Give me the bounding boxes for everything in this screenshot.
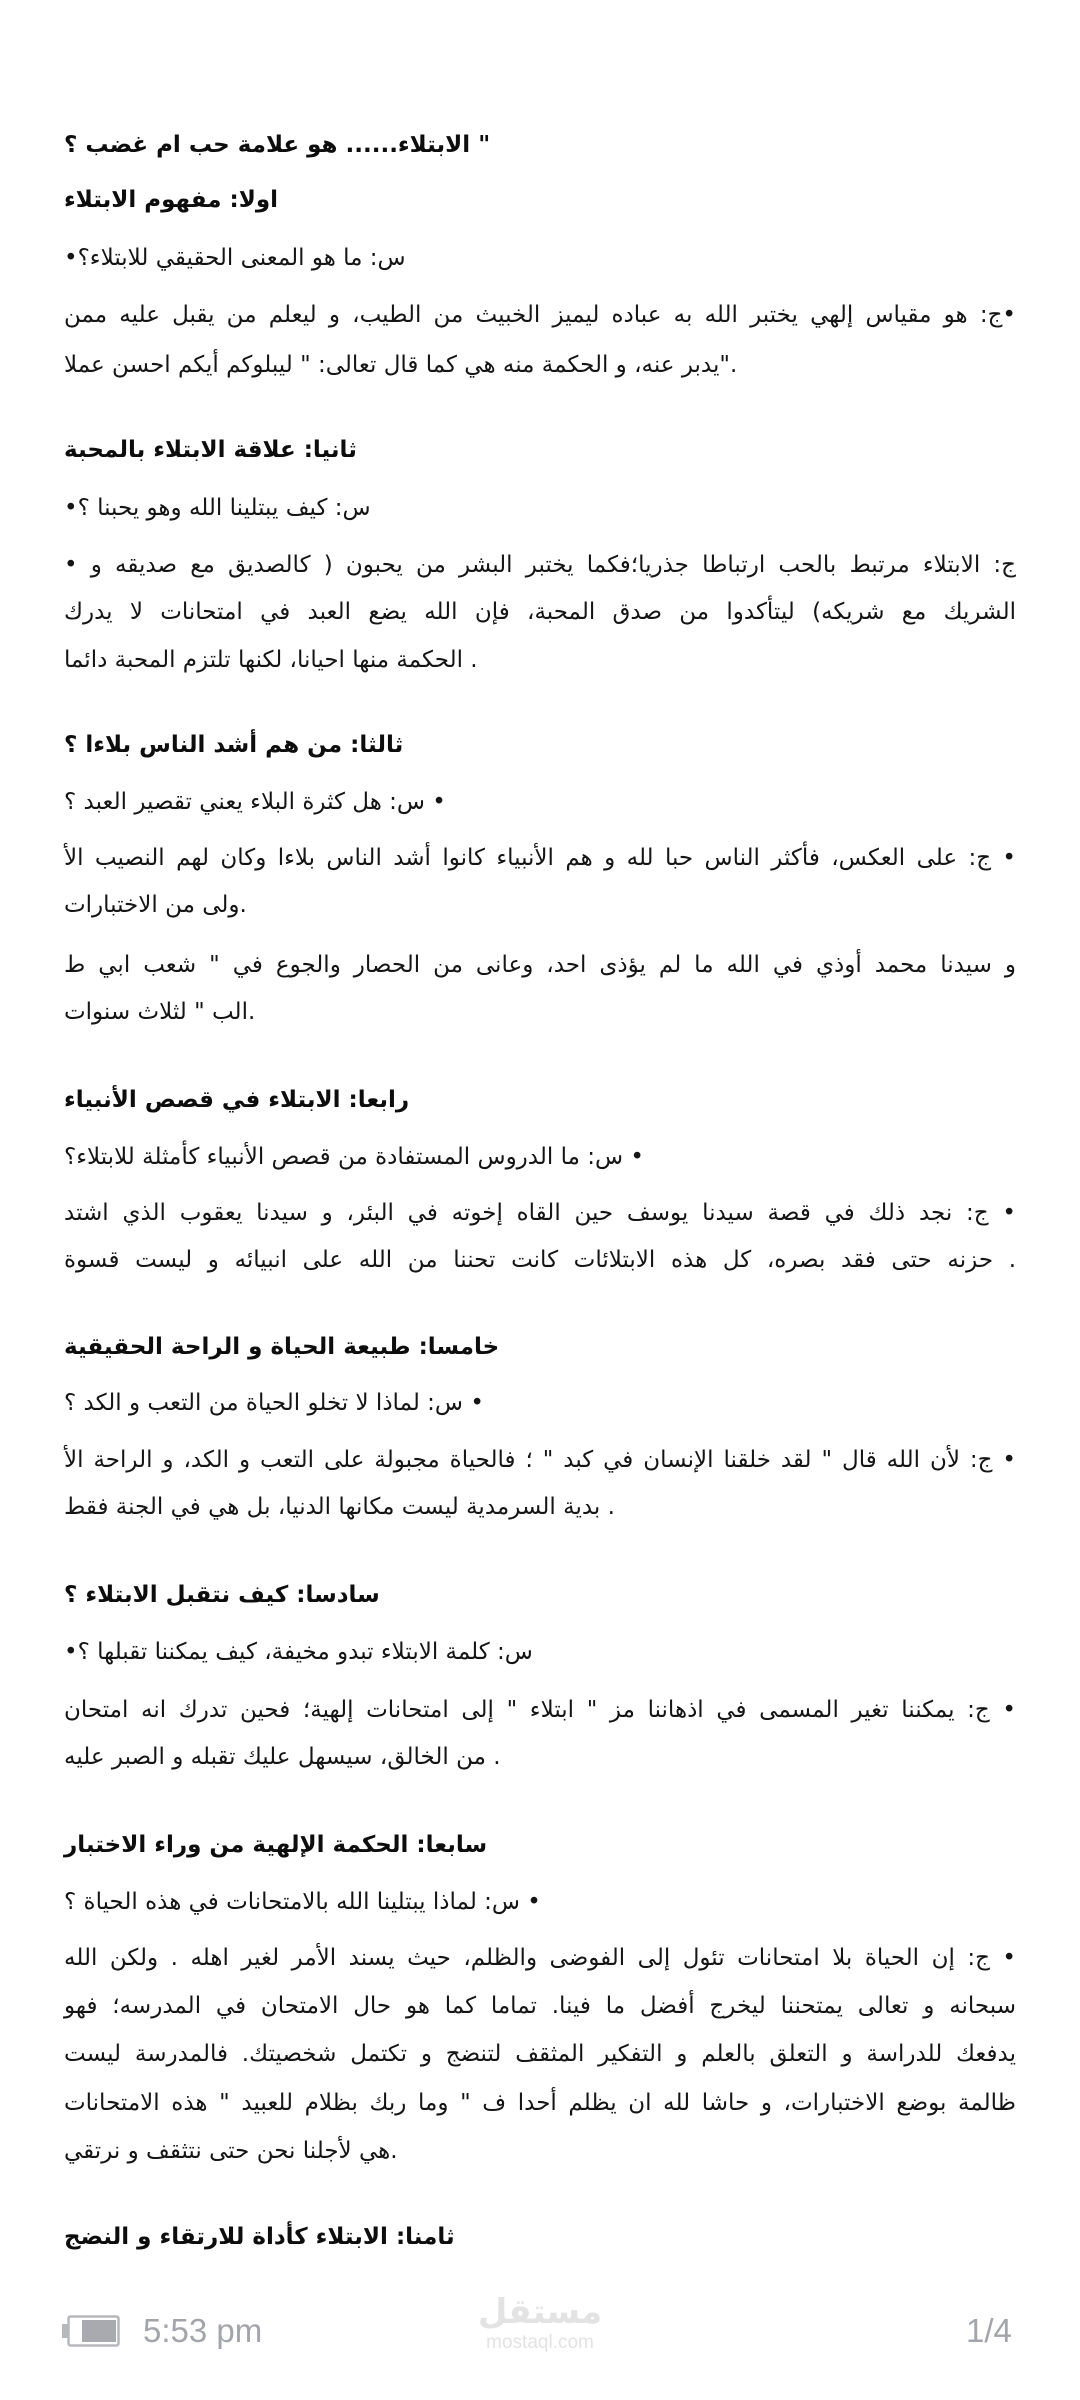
reader-footer <box>0 2292 1080 2380</box>
section-answer-1-line-2: ."يدبر عنه، و الحكمة منه هي كما قال تعالى: " ليبلوكم أيكم احسن عملا <box>64 352 738 378</box>
section-question-7: • س: لماذا يبتلينا الله بالامتحانات في هذه الحياة ؟ <box>64 1889 541 1915</box>
section-answer-2-line-1: ج: الابتلاء مرتبط بالحب ارتباطا جذريا؛فكما يختبر البشر من يحبون ( كالصديق مع صديقه و • <box>64 552 1016 578</box>
section-answer-1-line-1: •ج: هو مقياس إلهي يختبر الله به عباده ليميز الخبيث من الطيب، و ليعلم من يقبل عليه ممن <box>64 302 1016 328</box>
mostaql-watermark <box>470 2292 610 2354</box>
section-extra-3-line-2: .الب " لثلاث سنوات <box>64 999 256 1025</box>
section-heading-8: ثامنا: الابتلاء كأداة للارتقاء و النضج <box>64 2224 455 2250</box>
section-answer-4-line-1: • ج: نجد ذلك في قصة سيدنا يوسف حين القاه إخوته في البئر، و سيدنا يعقوب الذي اشتد <box>64 1200 1016 1226</box>
section-question-4: • س: ما الدروس المستفادة من قصص الأنبياء كأمثلة للابتلاء؟ <box>64 1144 644 1170</box>
section-answer-7-line-5: .هي لأجلنا نحن حتى نتثقف و نرتقي <box>64 2138 398 2164</box>
watermark-arabic: مستقل <box>477 2292 603 2332</box>
watermark-domain: mostaql.com <box>486 2332 594 2353</box>
section-answer-5-line-1: • ج: لأن الله قال " لقد خلقنا الإنسان في كبد " ؛ فالحياة مجبولة على التعب و الكد، و الراحة الأ <box>64 1447 1016 1473</box>
battery-icon <box>62 2315 120 2347</box>
document-title: " الابتلاء...... هو علامة حب ام غضب ؟ <box>64 132 491 158</box>
section-answer-7-line-4: ظالمة بوضع الاختبارات، و حاشا لله ان يظلم أحدا ف " وما ربك بظلام للعبيد " هذه الامتحانات <box>64 2090 1016 2116</box>
section-heading-2: ثانيا: علاقة الابتلاء بالمحبة <box>64 437 357 463</box>
section-heading-4: رابعا: الابتلاء في قصص الأنبياء <box>64 1087 410 1113</box>
section-question-2: س: كيف يبتلينا الله وهو يحبنا ؟• <box>64 495 371 521</box>
section-answer-2-line-3: . الحكمة منها احيانا، لكنها تلتزم المحبة دائما <box>64 647 478 673</box>
section-extra-3-line-1: و سيدنا محمد أوذي في الله ما لم يؤذى احد، وعانى من الحصار والجوع في " شعب ابي ط <box>64 952 1016 978</box>
section-heading-1: اولا: مفهوم الابتلاء <box>64 187 279 213</box>
section-heading-5: خامسا: طبيعة الحياة و الراحة الحقيقية <box>64 1334 500 1360</box>
section-answer-7-line-3: يدفعك للدراسة و التعلق بالعلم و التفكير المثقف لتنضج و تكتمل شخصيتك. فالمدرسة ليست <box>64 2041 1016 2067</box>
section-answer-3-line-2: .ولى من الاختبارات <box>64 892 247 918</box>
section-question-3: • س: هل كثرة البلاء يعني تقصير العبد ؟ <box>64 789 446 815</box>
section-answer-7-line-2: سبحانه و تعالى يمتحننا ليخرج أفضل ما فينا. تماما كما هو حال الامتحان في المدرسه؛ فهو <box>64 1993 1016 2019</box>
section-question-6: س: كلمة الابتلاء تبدو مخيفة، كيف يمكننا تقبلها ؟• <box>64 1639 533 1665</box>
section-question-5: • س: لماذا لا تخلو الحياة من التعب و الكد ؟ <box>64 1390 484 1416</box>
section-heading-6: سادسا: كيف نتقبل الابتلاء ؟ <box>64 1582 380 1608</box>
section-answer-7-line-1: • ج: إن الحياة بلا امتحانات تئول إلى الفوضى والظلم، حيث يسند الأمر لغير اهله . ولكن الله <box>64 1945 1016 1971</box>
section-answer-6-line-1: • ج: يمكننا تغير المسمى في اذهاننا مز " ابتلاء " إلى امتحانات إلهية؛ فحين تدرك انه امتحان <box>64 1697 1016 1723</box>
section-question-1: س: ما هو المعنى الحقيقي للابتلاء؟• <box>64 245 406 271</box>
section-answer-6-line-2: . من الخالق، سيسهل عليك تقبله و الصبر عليه <box>64 1744 501 1770</box>
section-answer-5-line-2: . بدية السرمدية ليست مكانها الدنيا، بل هي في الجنة فقط <box>64 1494 615 1520</box>
page-indicator: 1/4 <box>966 2312 1012 2349</box>
section-answer-3-line-1: • ج: على العكس، فأكثر الناس حبا لله و هم الأنبياء كانوا أشد الناس بلاءا وكان لهم النصيب الأ <box>64 845 1016 871</box>
clock-time: 5:53 pm <box>143 2312 263 2349</box>
section-heading-7: سابعا: الحكمة الإلهية من وراء الاختبار <box>64 1832 488 1858</box>
section-answer-4-line-2: . حزنه حتى فقد بصره، كل هذه الابتلائات كانت تحننا من الله على انبيائه و ليست قسوة <box>64 1247 1016 1273</box>
section-answer-2-line-2: الشريك مع شريكه) ليتأكدوا من صدق المحبة، فإن الله يضع العبد في امتحانات لا يدرك <box>64 599 1016 625</box>
section-heading-3: ثالثا: من هم أشد الناس بلاءا ؟ <box>64 732 404 758</box>
